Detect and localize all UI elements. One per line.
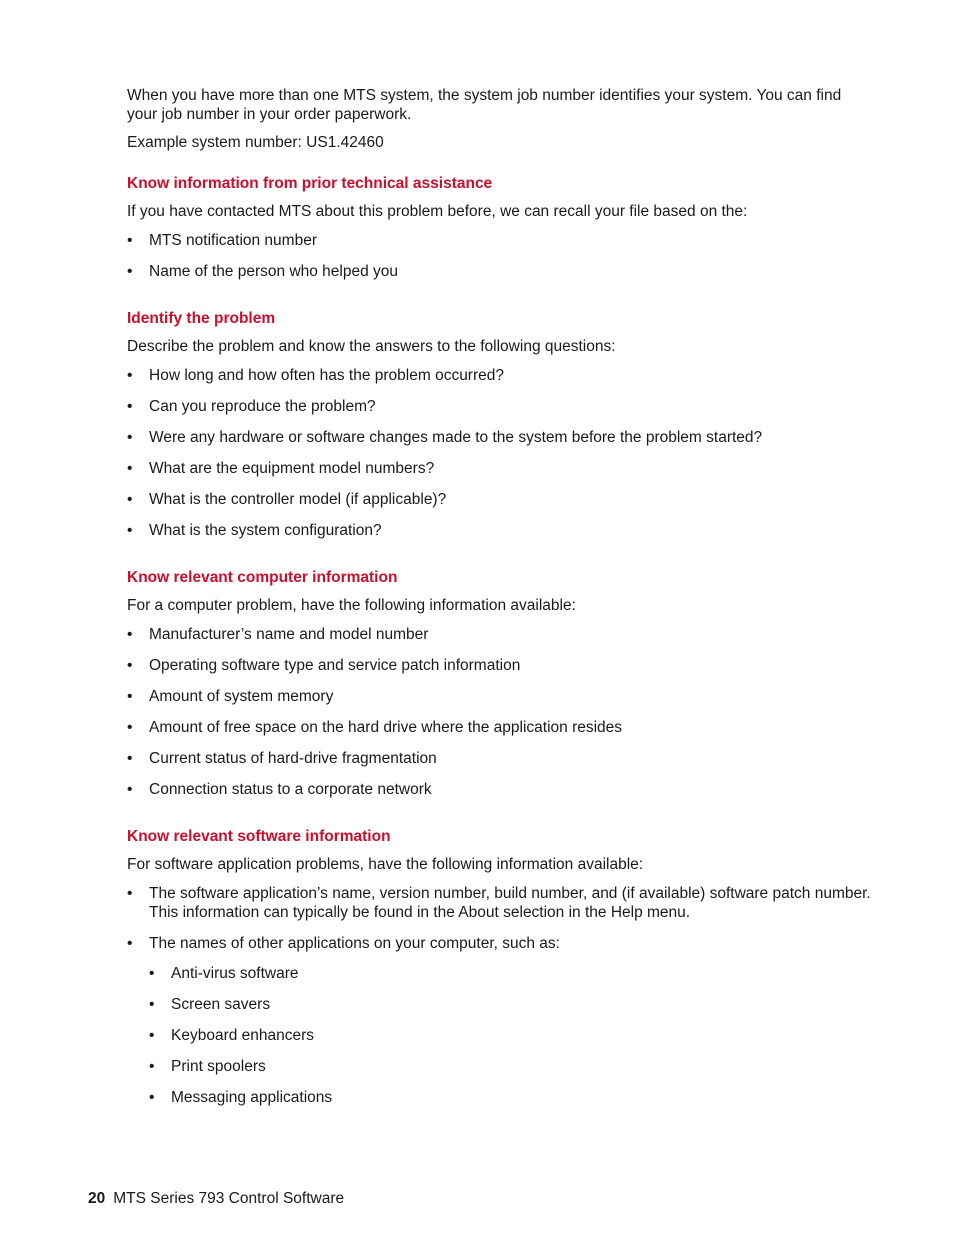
bullet-list: [127, 231, 872, 281]
list-item: • Name of the person who helped you: [127, 262, 872, 281]
list-item: • The software application’s name, version number, build number, and (if available) software patch number. This information can typically be found in the About selection in the Help menu.: [127, 884, 872, 922]
section-heading-identify-problem: Identify the problem: [127, 310, 276, 327]
list-item: • Operating software type and service patch information: [127, 656, 872, 675]
list-item: • MTS notification number: [127, 231, 872, 250]
section-lead: If you have contacted MTS about this problem before, we can recall your file based on the:: [127, 203, 748, 220]
list-item: • Connection status to a corporate network: [127, 780, 872, 799]
sub-bullet-list: [149, 964, 872, 1107]
intro-paragraph: When you have more than one MTS system, the system job number identifies your system. You can find your job number in your order paperwork.: [127, 87, 842, 123]
section-lead: For software application problems, have the following information available:: [127, 856, 644, 873]
section-lead: For a computer problem, have the following information available:: [127, 597, 576, 614]
footer-title: MTS Series 793 Control Software: [113, 1190, 345, 1207]
sub-list-item: • Print spoolers: [149, 1057, 872, 1076]
sub-list-item: • Anti-virus software: [149, 964, 872, 983]
sub-list-item: • Screen savers: [149, 995, 872, 1014]
list-item: • How long and how often has the problem occurred?: [127, 366, 872, 385]
sub-list-item: • Messaging applications: [149, 1088, 872, 1107]
list-item-text: The names of other applications on your computer, such as:: [149, 935, 560, 952]
section-heading-computer-info: Know relevant computer information: [127, 569, 398, 586]
list-item: [127, 934, 872, 1107]
page-content: [127, 86, 872, 1119]
list-item: • What are the equipment model numbers?: [127, 459, 872, 478]
section-heading-prior-assistance: Know information from prior technical assistance: [127, 175, 493, 192]
list-item: • Can you reproduce the problem?: [127, 397, 872, 416]
list-item: • Current status of hard-drive fragmentation: [127, 749, 872, 768]
section-lead: Describe the problem and know the answers to the following questions:: [127, 338, 616, 355]
section-heading-software-info: Know relevant software information: [127, 828, 391, 845]
page-footer: [88, 1189, 344, 1208]
bullet-list: [127, 625, 872, 799]
sub-list-item: • Keyboard enhancers: [149, 1026, 872, 1045]
list-item: • What is the controller model (if applicable)?: [127, 490, 872, 509]
list-item: • Manufacturer’s name and model number: [127, 625, 872, 644]
list-item: • Amount of system memory: [127, 687, 872, 706]
list-item: • Amount of free space on the hard drive where the application resides: [127, 718, 872, 737]
page-number: 20: [88, 1190, 106, 1207]
bullet-list: [127, 884, 872, 1107]
list-item: • Were any hardware or software changes made to the system before the problem started?: [127, 428, 872, 447]
bullet-list: [127, 366, 872, 540]
example-system-number: Example system number: US1.42460: [127, 134, 384, 151]
list-item: • What is the system configuration?: [127, 521, 872, 540]
